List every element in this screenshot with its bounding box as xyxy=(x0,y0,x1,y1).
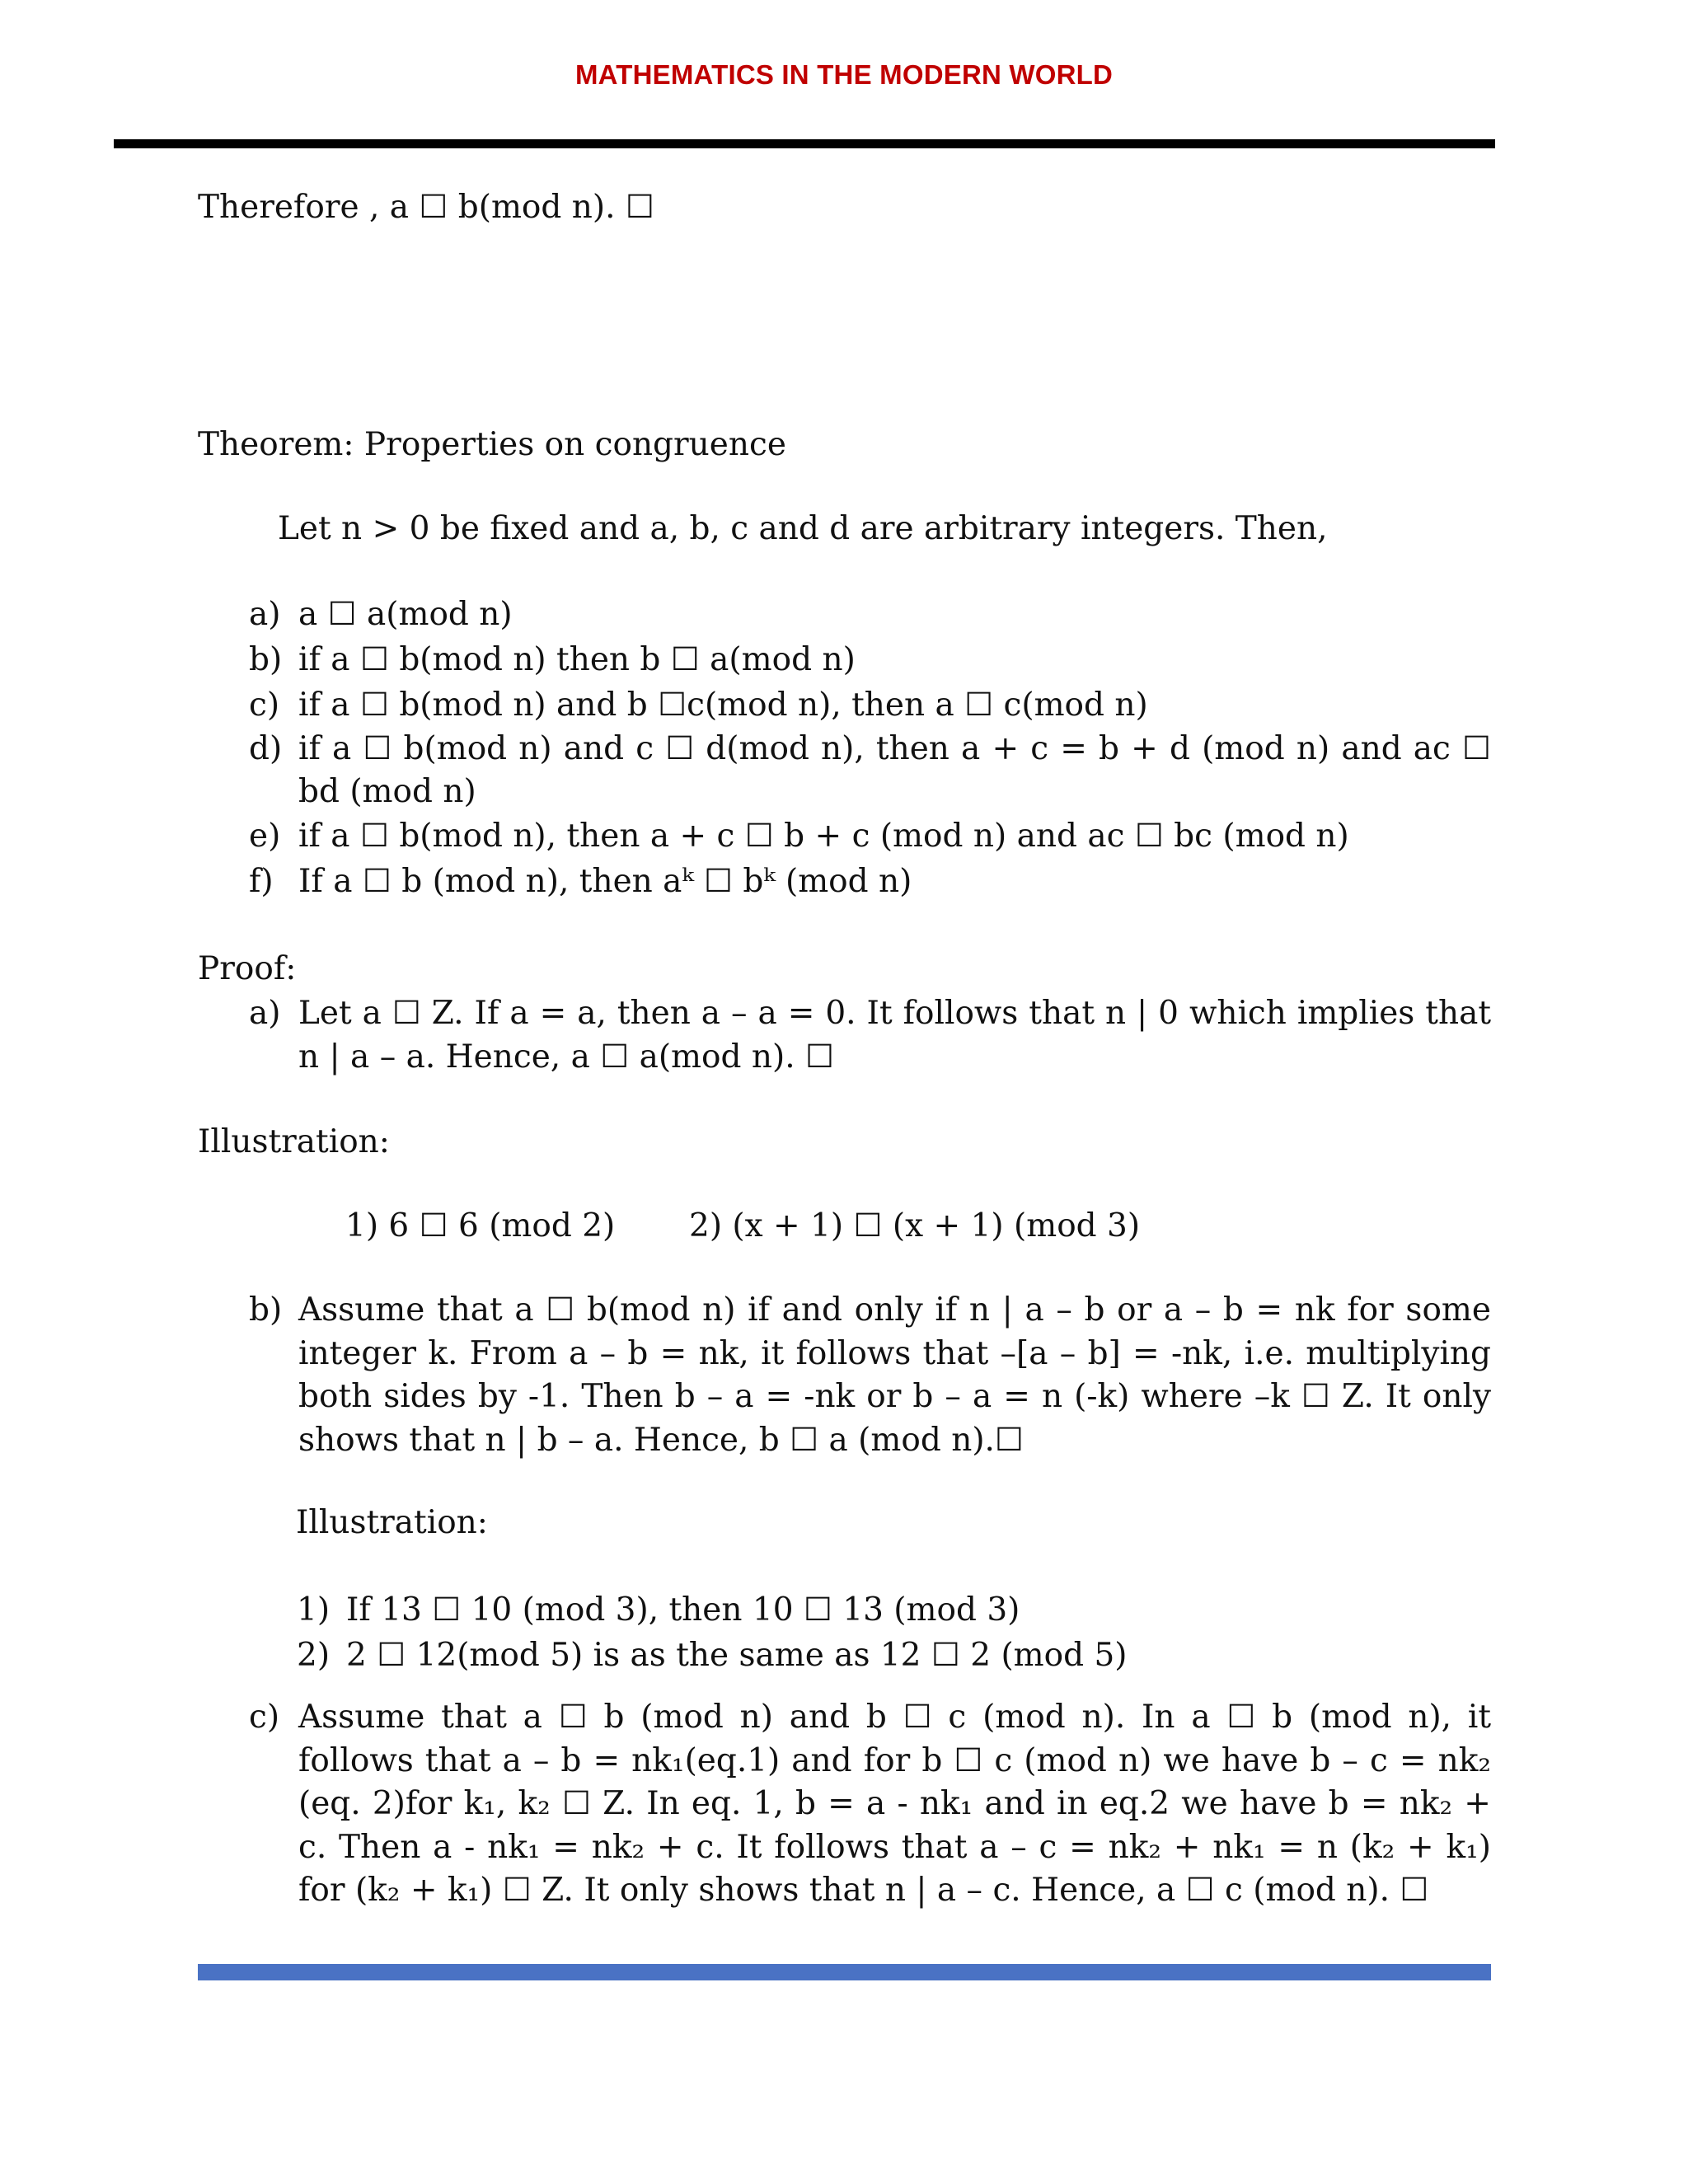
illustration-item xyxy=(297,1587,1491,1633)
illustration-label: 1) xyxy=(297,1591,331,1629)
property-item xyxy=(249,637,1491,682)
property-label: a) xyxy=(249,596,281,633)
proof-b xyxy=(249,1289,1491,1462)
property-text: If a ☐ b (mod n), then aᵏ ☐ bᵏ (mod n) xyxy=(298,863,912,900)
property-item xyxy=(249,859,1491,904)
proof-a xyxy=(249,992,1491,1079)
footer-rule xyxy=(198,1964,1491,1980)
property-label: d) xyxy=(249,730,283,767)
illustration-title: Illustration: xyxy=(296,1504,488,1541)
illustration-text: If 13 ☐ 10 (mod 3), then 10 ☐ 13 (mod 3) xyxy=(346,1591,1020,1629)
proof-a-label: a) xyxy=(249,995,281,1032)
property-text: if a ☐ b(mod n) and b ☐c(mod n), then a ☐ c(mod n) xyxy=(298,687,1148,724)
proof-c-text: Assume that a ☐ b (mod n) and b ☐ c (mod n). In a ☐ b (mod n), it follows that a – b = nk₁(eq.1) and for b ☐ c (mod n) we have b – c = nk₂ (eq. 2)for k₁, k₂ ☐ Z. In eq. 1, b = a - nk₁ and in eq.2 we have b = nk₂ + c. Then a - nk₁ = nk₂ + c. It follows that a – c = nk₂ + nk₁ = n (k₂ + k₁) for (k₂ + k₁) ☐ Z. It only shows that n | a – c. Hence, a ☐ c (mod n). ☐ xyxy=(298,1699,1491,1909)
property-label: c) xyxy=(249,687,280,724)
proof-b-label: b) xyxy=(249,1291,283,1329)
property-item xyxy=(249,813,1491,859)
proof-c xyxy=(249,1696,1491,1913)
property-label: b) xyxy=(249,641,283,678)
illustration-list xyxy=(297,1587,1491,1678)
theorem-title: Theorem: Properties on congruence xyxy=(198,426,786,463)
proof-b-text: Assume that a ☐ b(mod n) if and only if n | a – b or a – b = nk for some integer k. From a – b = nk, it follows that –[a – b] = -nk, i.e. multiplying both sides by -1. Then b – a = -nk or b – a = n (-k) where –k ☐ Z. It only shows that n | b – a. Hence, b ☐ a (mod n).☐ xyxy=(298,1291,1491,1459)
property-text: if a ☐ b(mod n) and c ☐ d(mod n), then a + c = b + d (mod n) and ac ☐ bd (mod n) xyxy=(298,730,1491,810)
property-label: f) xyxy=(249,863,274,900)
proof-a-text: Let a ☐ Z. If a = a, then a – a = 0. It follows that n | 0 which implies that n | a – a. Hence, a ☐ a(mod n). ☐ xyxy=(298,995,1491,1076)
theorem-intro: Let n > 0 be fixed and a, b, c and d are arbitrary integers. Then, xyxy=(278,510,1328,547)
therefore-line: Therefore , a ☐ b(mod n). ☐ xyxy=(198,189,654,226)
property-item xyxy=(249,592,1491,637)
properties-list xyxy=(249,592,1491,904)
header-rule xyxy=(114,139,1495,148)
illustration-item: 2) (x + 1) ☐ (x + 1) (mod 3) xyxy=(689,1207,1141,1244)
property-text: a ☐ a(mod n) xyxy=(298,596,513,633)
property-text: if a ☐ b(mod n) then b ☐ a(mod n) xyxy=(298,641,856,678)
property-item xyxy=(249,682,1491,728)
property-item xyxy=(249,728,1491,813)
illustration-item xyxy=(297,1633,1491,1678)
proof-title: Proof: xyxy=(198,950,297,987)
property-label: e) xyxy=(249,818,281,855)
illustration-label: 2) xyxy=(297,1637,331,1674)
property-text: if a ☐ b(mod n), then a + c ☐ b + c (mod n) and ac ☐ bc (mod n) xyxy=(298,818,1349,855)
illustration-item: 1) 6 ☐ 6 (mod 2) xyxy=(345,1207,616,1244)
illustration-title: Illustration: xyxy=(198,1123,390,1160)
page-header-title: MATHEMATICS IN THE MODERN WORLD xyxy=(574,59,1114,90)
proof-c-label: c) xyxy=(249,1699,280,1736)
illustration-text: 2 ☐ 12(mod 5) is as the same as 12 ☐ 2 (mod 5) xyxy=(346,1637,1128,1674)
